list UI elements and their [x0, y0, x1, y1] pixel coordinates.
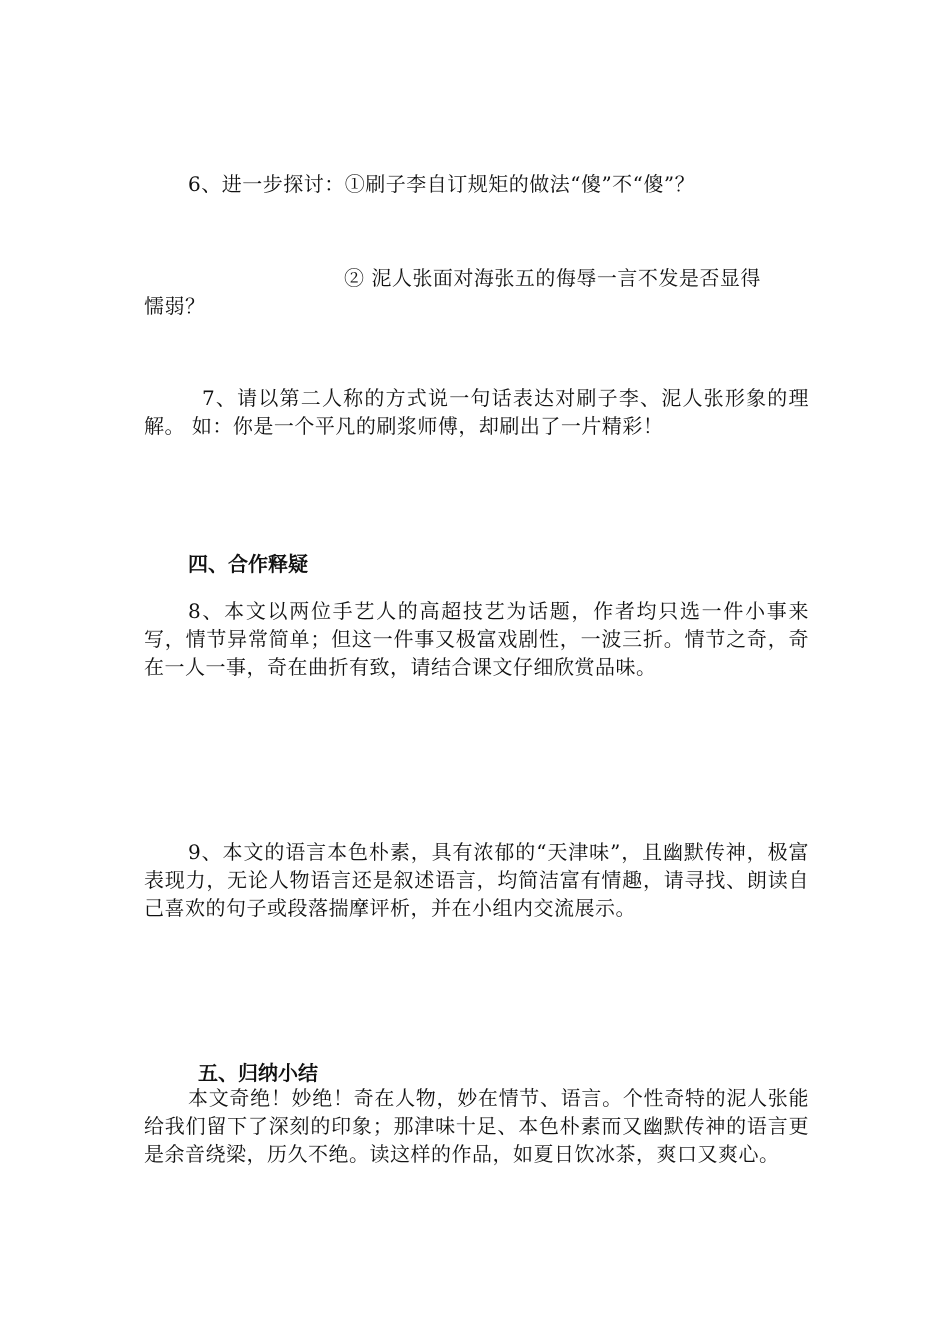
question-6-part-2-line-1: ② 泥人张面对海张五的侮辱一言不发是否显得 — [344, 266, 761, 290]
question-7: 7、请以第二人称的方式说一句话表达对刷子李、泥人张形象的理解。 如：你是一个平凡的刷浆师傅，却刷出了一片精彩！ — [144, 386, 809, 438]
question-6-part-2-line-2: 懦弱？ — [144, 294, 206, 318]
question-6-part-1: 6、进一步探讨：①刷子李自订规矩的做法“傻”不“傻”？ — [188, 172, 696, 196]
section-5-title: 五、归纳小结 — [198, 1061, 318, 1085]
question-9: 9、本文的语言本色朴素，具有浓郁的“天津味”，且幽默传神，极富表现力，无论人物语言还是叙述语言，均简洁富有情趣，请寻找、朗读自己喜欢的句子或段落揣摩评析，并在小组内交流展示。 — [144, 840, 809, 920]
question-8: 8、本文以两位手艺人的高超技艺为话题，作者均只选一件小事来写，情节异常简单；但这一件事又极富戏剧性，一波三折。情节之奇，奇在一人一事，奇在曲折有致，请结合课文仔细欣赏品味。 — [144, 599, 809, 679]
section-4-title: 四、合作释疑 — [188, 552, 308, 576]
summary-paragraph: 本文奇绝！妙绝！奇在人物，妙在情节、语言。个性奇特的泥人张能给我们留下了深刻的印象；那津味十足、本色朴素而又幽默传神的语言更是余音绕梁，历久不绝。读这样的作品，如夏日饮冰茶，爽口又爽心。 — [144, 1086, 809, 1166]
